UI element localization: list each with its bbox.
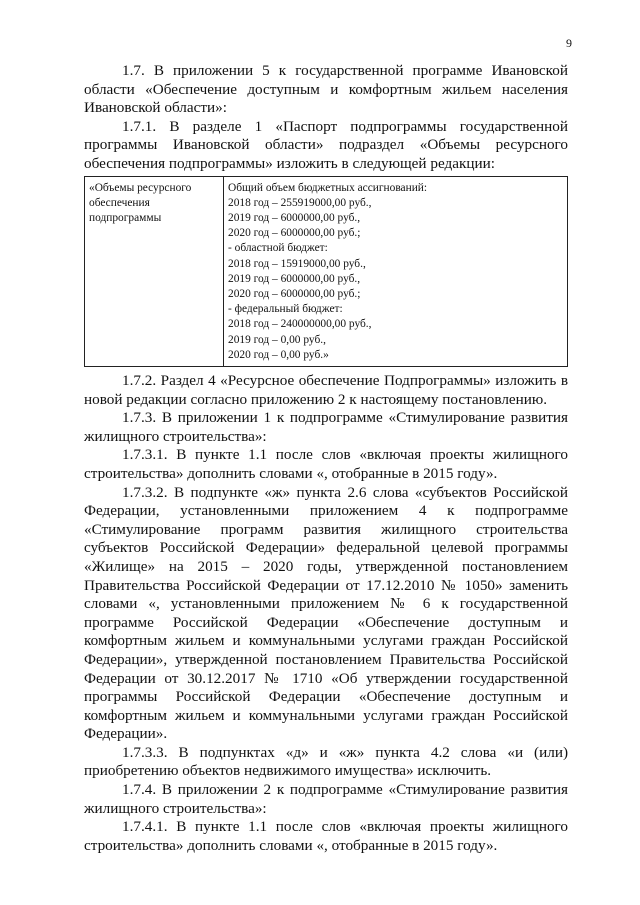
paragraph-1-7-2: 1.7.2. Раздел 4 «Ресурсное обеспечение Подпрограммы» изложить в новой редакции согласно приложению 2 к настоящему постановлению.	[84, 372, 568, 408]
paragraph-1-7-4-1: 1.7.4.1. В пункте 1.1 после слов «включая проекты жилищного строительства» дополнить словами «, отобранные в 2015 году».	[84, 818, 568, 854]
paragraph-1-7-3-2: 1.7.3.2. В подпункте «ж» пункта 2.6 слова «субъектов Российской Федерации, установленными приложением 4 к подпрограмме «Стимулирование программ развития жилищного строительства субъектов Российской Федерации» федеральной целевой программы «Жилище» на 2015 – 2020 годы, утвержденной постановлением Правительства Российской Федерации от 17.12.2010 № 1050» заменить словами «, установленными приложением № 6 к государственной программе Российской Федерации «Обеспечение доступным и комфортным жильем и коммунальными услугами граждан Российской Федерации», утвержденной постановлением Правительства Российской Федерации от 30.12.2017 № 1710 «Об утверждении государственной программы Российской Федерации «Обеспечение доступным и комфортным жильем и коммунальными услугами граждан Российской Федерации».	[84, 483, 568, 743]
budget-line: 2018 год – 15919000,00 руб.,	[228, 257, 366, 270]
page-number: 9	[566, 36, 572, 50]
budget-line: Общий объем бюджетных ассигнований:	[228, 181, 428, 194]
paragraph-1-7: 1.7. В приложении 5 к государственной программе Ивановской области «Обеспечение доступным и комфортным жильем населения Ивановской области»:	[84, 62, 568, 117]
paragraph-1-7-3-1: 1.7.3.1. В пункте 1.1 после слов «включая проекты жилищного строительства» дополнить словами «, отобранные в 2015 году».	[84, 446, 568, 482]
budget-line: 2020 год – 0,00 руб.»	[228, 348, 329, 361]
label-line: «Объемы ресурсного	[89, 181, 192, 194]
funding-table-value-cell	[224, 176, 568, 366]
paragraph-1-7-4: 1.7.4. В приложении 2 к подпрограмме «Стимулирование развития жилищного строительства»:	[84, 781, 568, 817]
funding-table	[84, 176, 568, 367]
label-line: обеспечения	[89, 196, 150, 209]
label-line: подпрограммы	[89, 211, 162, 224]
budget-line: 2019 год – 6000000,00 руб.,	[228, 211, 361, 224]
paragraph-1-7-3: 1.7.3. В приложении 1 к подпрограмме «Стимулирование развития жилищного строительства»:	[84, 409, 568, 445]
budget-line: 2018 год – 255919000,00 руб.,	[228, 196, 372, 209]
budget-line: - федеральный бюджет:	[228, 303, 343, 316]
budget-line: 2019 год – 0,00 руб.,	[228, 333, 326, 346]
paragraph-1-7-1: 1.7.1. В разделе 1 «Паспорт подпрограммы государственной программы Ивановской области» подраздел «Объемы ресурсного обеспечения подпрограммы» изложить в следующей редакции:	[84, 117, 568, 172]
paragraph-1-7-3-3: 1.7.3.3. В подпунктах «д» и «ж» пункта 4.2 слова «и (или) приобретению объектов недвижимого имущества» исключить.	[84, 743, 568, 780]
budget-line: 2020 год – 6000000,00 руб.;	[228, 287, 361, 300]
funding-table-row	[85, 176, 568, 366]
budget-line: - областной бюджет:	[228, 242, 328, 255]
funding-table-label-cell	[85, 176, 224, 366]
document-body	[84, 62, 568, 855]
budget-line: 2018 год – 240000000,00 руб.,	[228, 318, 372, 331]
budget-line: 2020 год – 6000000,00 руб.;	[228, 227, 361, 240]
budget-line: 2019 год – 6000000,00 руб.,	[228, 272, 361, 285]
